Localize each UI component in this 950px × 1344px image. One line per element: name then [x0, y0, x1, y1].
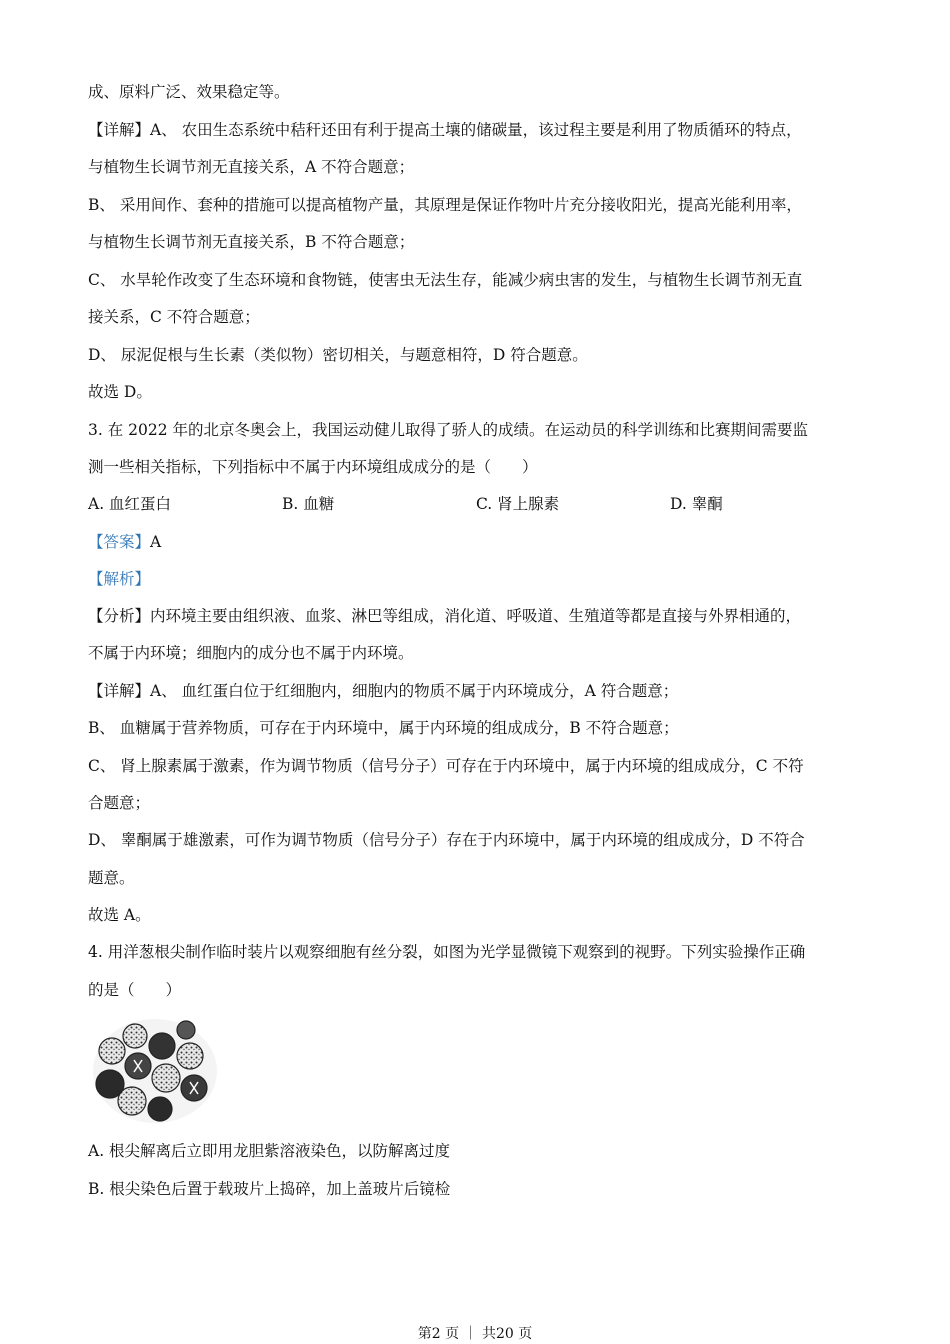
question-4-stem: 4. 用洋葱根尖制作临时装片以观察细胞有丝分裂，如图为光学显微镜下观察到的视野。下列实验操作正确	[88, 943, 806, 961]
text-line: 题意。	[88, 869, 135, 887]
q4-option-b: B. 根尖染色后置于载玻片上捣碎，加上盖玻片后镜检	[88, 1180, 451, 1198]
text-line: D、 睾酮属于雄激素，可作为调节物质（信号分子）存在于内环境中，属于内环境的组成成分，D 不符合	[88, 831, 805, 849]
text-line: 接关系，C 不符合题意；	[88, 308, 260, 326]
answer-value: A	[150, 533, 162, 551]
question-3-stem: 3. 在 2022 年的北京冬奥会上，我国运动健儿取得了骄人的成绩。在运动员的科学训练和比赛期间需要监	[88, 421, 809, 439]
analysis-label: 【解析】	[88, 570, 151, 588]
q4-option-a: A. 根尖解离后立即用龙胆紫溶液染色，以防解离过度	[88, 1142, 451, 1160]
page-footer: 第2 页 ｜ 共20 页	[417, 1326, 533, 1342]
text-line: 故选 D。	[88, 383, 152, 401]
text-line: 【详解】A、 农田生态系统中秸秆还田有利于提高土壤的储碳量，该过程主要是利用了物质循环的特点，	[88, 121, 802, 139]
text-line: B、 采用间作、套种的措施可以提高植物产量，其原理是保证作物叶片充分接收阳光，提高光能利用率，	[88, 196, 802, 214]
microscope-field-image	[90, 1016, 220, 1126]
answer-label: 【答案】	[88, 533, 151, 551]
question-3-stem: 测一些相关指标，下列指标中不属于内环境组成成分的是（ ）	[88, 458, 538, 476]
text-line: D、 尿泥促根与生长素（类似物）密切相关，与题意相符，D 符合题意。	[88, 346, 588, 364]
text-line: 故选 A。	[88, 906, 151, 924]
text-line: C、 水旱轮作改变了生态环境和食物链，使害虫无法生存，能减少病虫害的发生，与植物生长调节剂无直	[88, 271, 803, 289]
text-line: 【分析】内环境主要由组织液、血浆、淋巴等组成，消化道、呼吸道、生殖道等都是直接与外界相通的，	[88, 607, 802, 625]
text-line: 合题意；	[88, 794, 151, 812]
question-4-stem: 的是（ ）	[88, 981, 182, 999]
answer-line	[88, 532, 868, 552]
q3-option-a: A. 血红蛋白	[88, 495, 172, 513]
q3-option-b: B. 血糖	[282, 495, 335, 513]
text-line: 与植物生长调节剂无直接关系，A 不符合题意；	[88, 158, 415, 176]
q3-option-d: D. 睾酮	[670, 495, 723, 513]
text-line: 不属于内环境；细胞内的成分也不属于内环境。	[88, 644, 414, 662]
text-line: B、 血糖属于营养物质，可存在于内环境中，属于内环境的组成成分，B 不符合题意；	[88, 719, 679, 737]
q3-option-c: C. 肾上腺素	[476, 495, 560, 513]
text-line: 成、原料广泛、效果稳定等。	[88, 83, 290, 101]
text-line: C、 肾上腺素属于激素，作为调节物质（信号分子）可存在于内环境中，属于内环境的组成成分，C 不符	[88, 757, 804, 775]
text-line: 与植物生长调节剂无直接关系，B 不符合题意；	[88, 233, 415, 251]
text-line: 【详解】A、 血红蛋白位于红细胞内，细胞内的物质不属于内环境成分，A 符合题意；	[88, 682, 679, 700]
